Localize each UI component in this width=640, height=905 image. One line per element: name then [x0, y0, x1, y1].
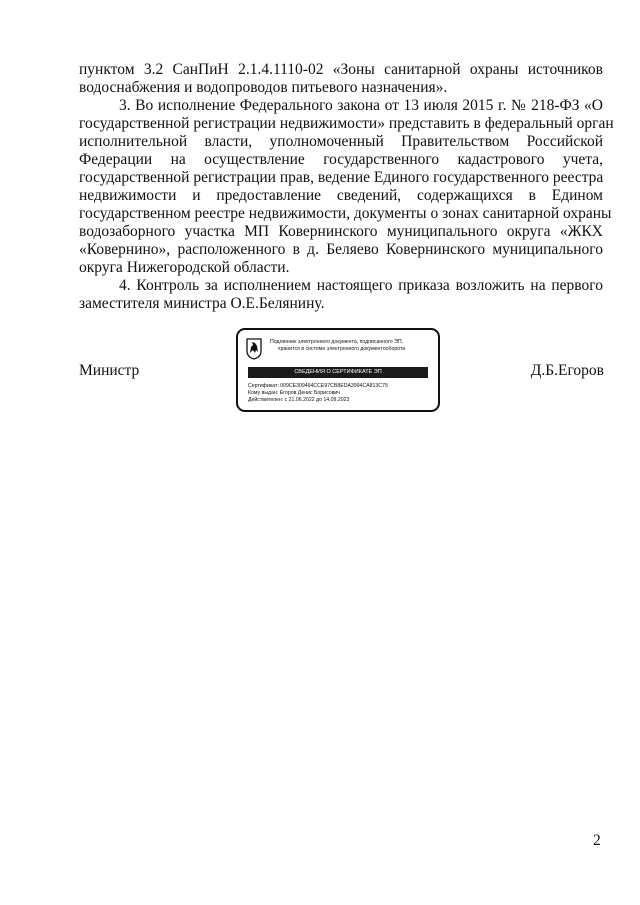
- text-line: заместителя министра О.Е.Белянину.: [79, 295, 325, 312]
- signer-position: Министр: [79, 362, 140, 379]
- text-line: пунктом 3.2 СанПиН 2.1.4.1110-02 «Зоны санитарной охраны источников: [79, 61, 603, 78]
- digital-signature-stamp: [236, 328, 440, 412]
- signer-name: Д.Б.Егоров: [530, 362, 604, 379]
- stamp-note: Подлинник электронного документа, подписанного ЭП,: [270, 339, 404, 345]
- text-line: водоснабжения и водопроводов питьевого назначения».: [79, 79, 448, 96]
- certificate-owner: Кому выдан: Егоров Денис Борисович: [248, 390, 340, 396]
- text-line: 3. Во исполнение Федерального закона от 13 июля 2015 г. № 218-ФЗ «О: [119, 97, 603, 114]
- text-line: Федерации на осуществление государственного кадастрового учета,: [79, 151, 603, 168]
- coat-of-arms-icon: [246, 338, 262, 360]
- page-number: 2: [593, 832, 601, 849]
- text-line: государственном реестре недвижимости, документы о зонах санитарной охраны: [79, 205, 612, 222]
- text-line: недвижимости и предоставление сведений, содержащихся в Едином: [79, 187, 603, 204]
- certificate-serial: Сертификат: 009CE309464CCE97CB8EDA3994CA813C75: [248, 383, 388, 389]
- text-line: округа Нижегородской области.: [79, 259, 290, 276]
- text-line: «Ковернино», расположенного в д. Беляево Ковернинского муниципального: [79, 241, 603, 258]
- text-line: государственной регистрации недвижимости» представить в федеральный орган: [79, 115, 614, 132]
- text-line: водозаборного участка МП Ковернинского муниципального округа «ЖКХ: [79, 223, 603, 240]
- text-line: 4. Контроль за исполнением настоящего приказа возложить на первого: [119, 277, 603, 294]
- stamp-header: СВЕДЕНИЯ О СЕРТИФИКАТЕ ЭП: [248, 367, 428, 378]
- certificate-validity: Действителен: с 21.06.2022 до 14.09.2023: [248, 397, 350, 403]
- stamp-note: хранится в системе электронного документооборота: [278, 346, 406, 352]
- text-line: исполнительной власти, уполномоченный Правительством Российской: [79, 133, 603, 150]
- text-line: государственной регистрации прав, ведение Единого государственного реестра: [79, 169, 604, 186]
